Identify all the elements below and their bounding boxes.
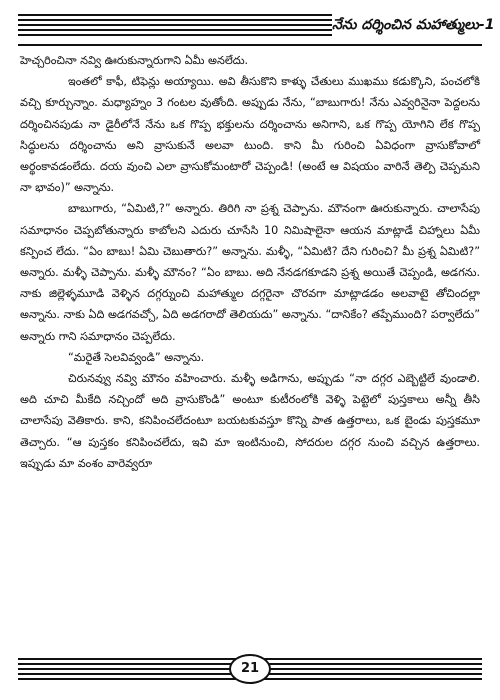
header-ruled-lines bbox=[18, 14, 332, 36]
page-number: 21 bbox=[229, 654, 271, 684]
header-rule bbox=[18, 44, 482, 46]
paragraph-4: “మరైతే సెలవివ్వండి” అన్నాను. bbox=[68, 350, 205, 364]
page-footer bbox=[18, 652, 482, 686]
paragraph-5: చిరునవ్వు నవ్వి మౌనం వహించారు. మళ్ళీ అడిగాను, అప్పుడు “నా దగ్గర ఎబ్బెట్టిలే వుండాలి. అది చూచి మీకేది నచ్చిందో అది వ్రాసుకొండి” అంటూ కుటీరంలోకి వెళ్ళి పెట్టెలో పుస్తకాలు అన్నీ తీసి చాలాసేపు వెతికారు. కాని, కనిపించలేదంటూ బయటకువస్తూ కొన్ని పాత ఉత్తరాలు, ఒక బైండు పుస్తకమూ తెచ్చారు. “ఆ పుస్తకం కనిపించలేదు, ఇవి మా ఇంటినుంచి, సోదరుల దగ్గర నుంచి వచ్చిన ఉత్తరాలు. ఇప్పుడు మా వంశం వారెవ్వరూ bbox=[20, 372, 480, 470]
paragraph-3: బాబుగారు, “ఏమిటి,?” అన్నారు. తిరిగి నా ప్రశ్న చెప్పాను. మౌనంగా ఊరుకున్నారు. చాలాసేపు సమాధానం చెప్పబోతున్నారు కాబోలని ఎదురు చూసేసి 10 నిమిషాలైనా ఆయన మాట్లాడే చిహ్నాలు ఏమీ కన్పించ లేదు. “ఏం బాబు! ఏమి చెబుతారు?” అన్నాను. మళ్ళీ, “ఏమిటి? దేని గురించి? మీ ప్రశ్న ఏమిటి?” అన్నారు. మళ్ళీ చెప్పాను. మళ్ళీ మౌనం? “ఏం బాబు. అది నేనడగకూడని ప్రశ్న అయితే చెప్పండి, అడగను. నాకు జిల్లెళ్ళమూడి వెళ్ళిన దగ్గర్నుంచి మహాత్ముల దగ్గరైనా చొరవగా మాట్లాడడం అలవాటై తోచిందల్లా అన్నాను. నాకు ఏది అడగవచ్చో, ఏది అడగరాదో తెలియదు” అన్నాను. “దానికేం? తప్పేముంది? పర్వాలేదు” అన్నారు గాని సమాధానం చెప్పలేదు. bbox=[20, 202, 480, 343]
paragraph-1: హెచ్చరించినా నవ్వి ఊరుకున్నారుగాని ఏమీ అనలేదు. bbox=[20, 54, 249, 67]
page-header bbox=[18, 8, 495, 42]
running-header-title: నేను దర్శించిన మహాత్ములు-1 bbox=[332, 17, 495, 33]
paragraph-2: ఇంతలో కాఫీ, టిఫెన్లు అయ్యాయి. అవి తీసుకొని కాళ్ళు చేతులు ముఖము కడుక్కొని, పంచలోకి వచ్చి కూర్చున్నాం. మధ్యాహ్నం 3 గంటల వుతోంది. అప్పుడు నేను, “బాబుగారు! నేను ఎవ్వరినైనా పెద్దలను దర్శించినపుడు నా డైరీలోనే నేను ఒక గొప్ప భక్తులను దర్శించాను అనిగాని, ఒక గొప్ప యోగిని లేక గొప్ప సిద్ధులను దర్శించాను అని వ్రాసుకునే అలవా టుంది. కాని మీ గురించి ఏవిధంగా వ్రాసుకోవాలో అర్థంకావడంలేదు. దయ వుంచి ఎలా వ్రాసుకోమంటారో చెప్పండి! (అంటే ఆ విషయం వారినే తెల్పి చెప్పమని నా భావం)” అన్నాను. bbox=[20, 75, 480, 195]
page-body bbox=[20, 50, 480, 474]
